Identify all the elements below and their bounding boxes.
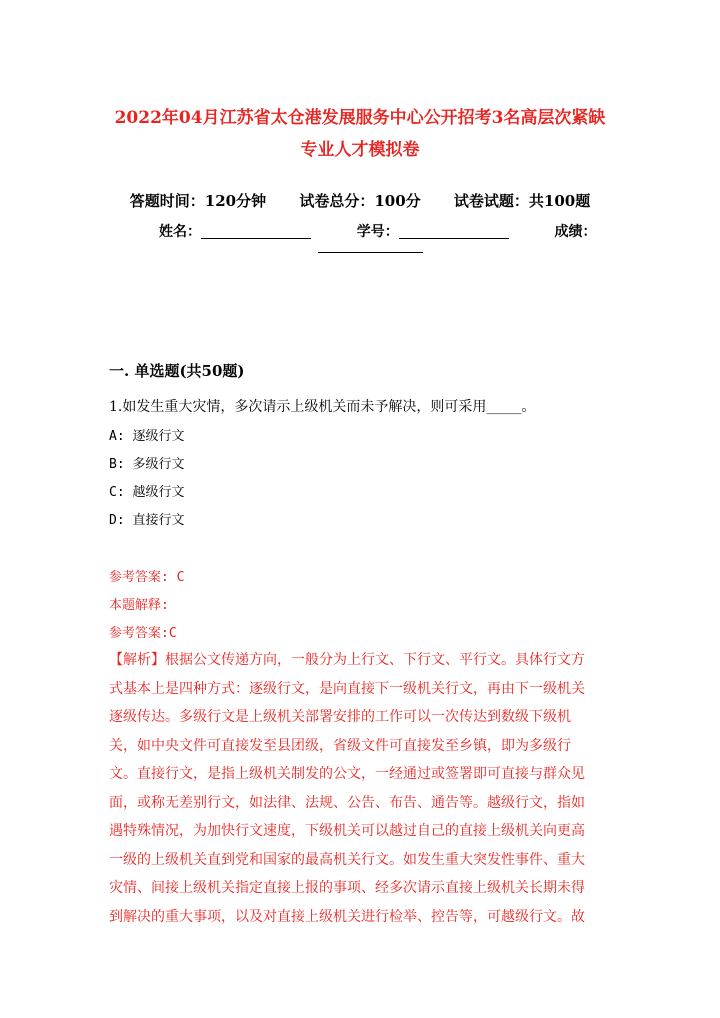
answer-label-repeat: 参考答案:C — [109, 626, 177, 641]
explanation-text — [109, 646, 609, 931]
explanation-line: 到解决的重大事项，以及对直接上级机关进行检举、控告等，可越级行文。故 — [109, 908, 585, 925]
option-a: A: 逐级行文 — [109, 429, 185, 444]
exam-meta — [0, 190, 720, 211]
option-d: D: 直接行文 — [109, 513, 185, 528]
explanation-line: 逐级传达。多级行文是上级机关部署安排的工作可以一次传达到数级下级机 — [109, 709, 571, 725]
name-blank — [201, 224, 311, 239]
id-label: 学号： — [356, 224, 399, 240]
explanation-line: 一级的上级机关直到党和国家的最高机关行文。如发生重大突发性事件、重大 — [109, 851, 585, 868]
student-fields — [159, 221, 597, 241]
answer-label: 参考答案: C — [109, 570, 185, 585]
option-b: B: 多级行文 — [109, 457, 185, 472]
document-title-line-1: 2022年04月江苏省太仓港发展服务中心公开招考3名高层次紧缺 — [114, 108, 606, 128]
question-stem: 1.如发生重大灾情，多次请示上级机关而未予解决，则可采用_____。 — [109, 399, 536, 415]
exam-time: 答题时间：120分钟 — [129, 192, 267, 210]
score-label: 成绩： — [554, 224, 597, 240]
exam-total-score: 试卷总分：100分 — [299, 192, 421, 210]
document-title-line-2: 专业人才模拟卷 — [300, 140, 420, 160]
name-label: 姓名： — [159, 224, 201, 240]
explanation-line: 文。直接行文，是指上级机关制发的公文，一经通过或签署即可直接与群众见 — [109, 766, 585, 782]
explanation-line: 遇特殊情况，为加快行文速度，下级机关可以越过自己的直接上级机关向更高 — [109, 823, 585, 839]
exam-question-count: 试卷试题：共100题 — [453, 192, 591, 210]
explanation-label: 本题解释: — [109, 598, 169, 613]
explanation-line: 灾情、间接上级机关指定直接上报的事项、经多次请示直接上级机关长期未得 — [109, 880, 585, 896]
option-c: C: 越级行文 — [109, 485, 185, 500]
explanation-line: 关，如中央文件可直接发至县团级，省级文件可直接发至乡镇，即为多级行 — [109, 737, 571, 754]
score-blank — [318, 252, 423, 253]
section-title: 一. 单选题(共50题) — [109, 362, 245, 380]
explanation-line: 【解析】根据公文传递方向，一般分为上行文、下行文、平行文。具体行文方 — [109, 652, 585, 668]
explanation-line: 式基本上是四种方式：逐级行文，是向直接下一级机关行文，再由下一级机关 — [109, 680, 585, 697]
id-blank — [399, 224, 509, 239]
explanation-line: 面，或称无差别行文，如法律、法规、公告、布告、通告等。越级行文，指如 — [109, 794, 585, 811]
